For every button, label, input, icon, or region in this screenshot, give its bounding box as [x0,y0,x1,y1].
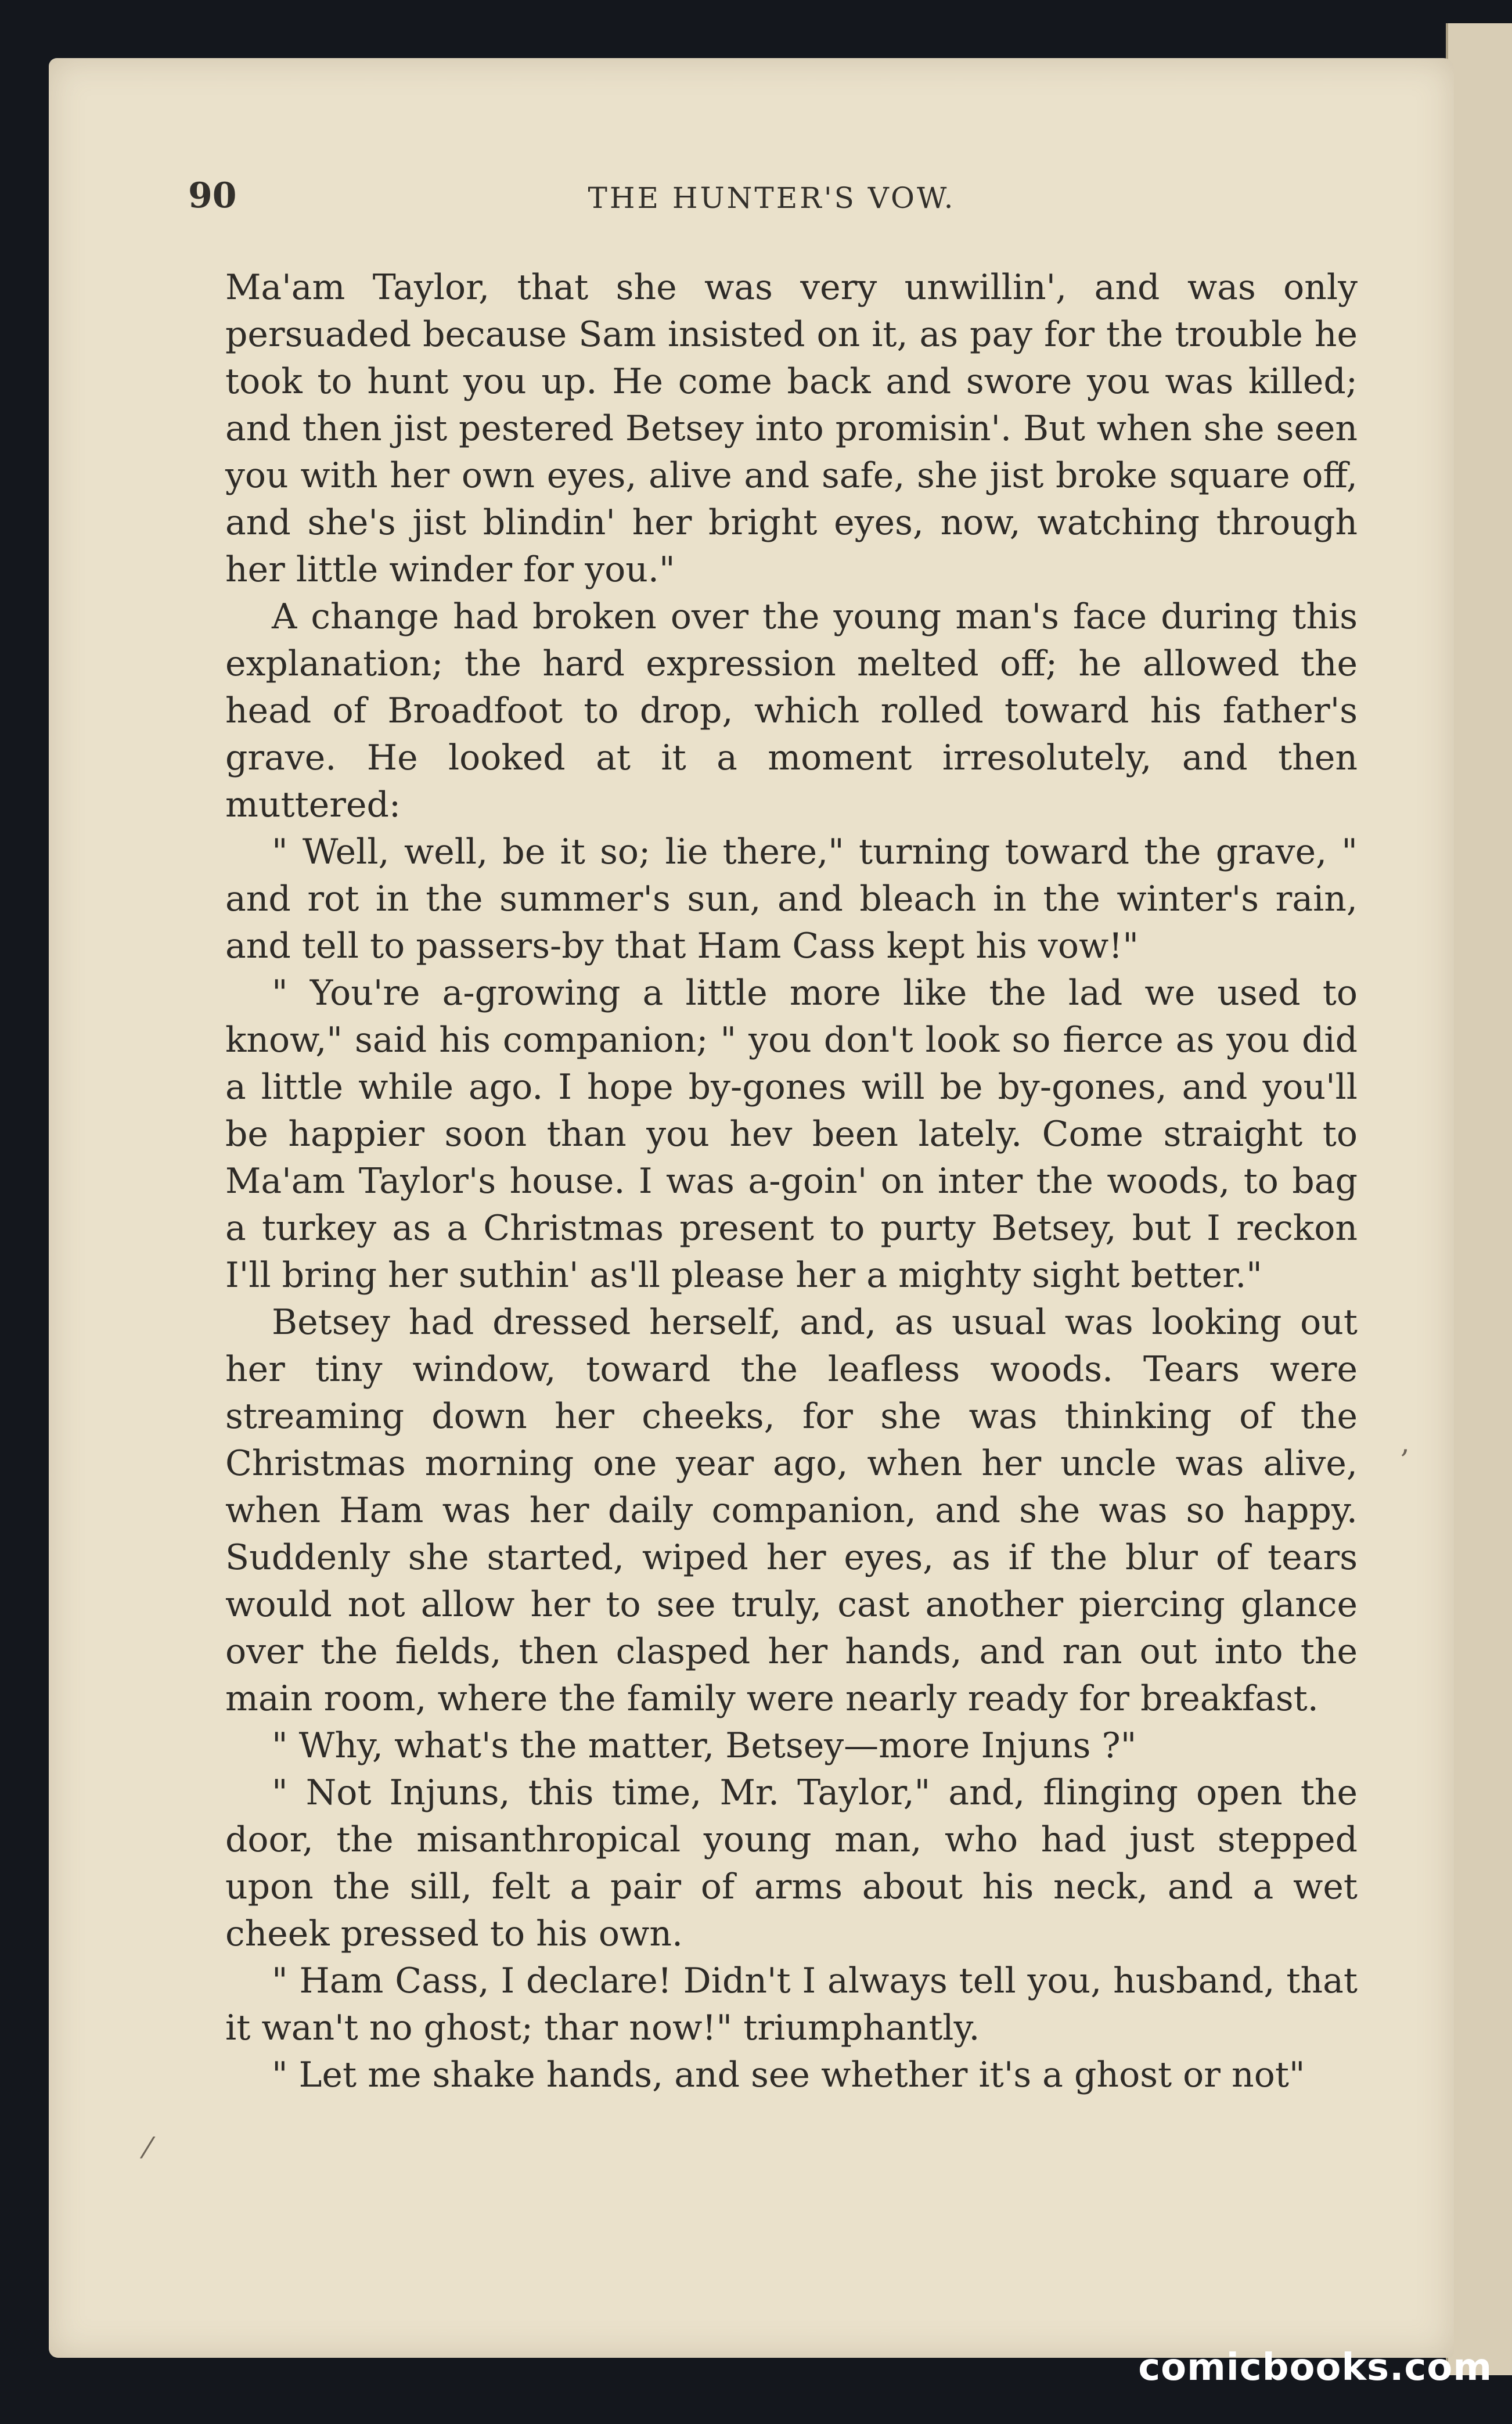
paragraph: " You're a-growing a little more like the lad we used to know," said his companion; " you don't look so fierce as you did a little while ago. I hope by-gones will be by-gones, and you'll be happier soon than you hev been lately. Come straight to Ma'am Taylor's house. I was a-goin' on inter the woods, to bag a turkey as a Christmas present to purty Betsey, but I reckon I'll bring her suthin' as'll please her a mighty sight better." [225,973,1358,1296]
running-head: THE HUNTER'S VOW. [588,181,956,215]
paragraph: " Why, what's the matter, Betsey—more Injuns ?" [272,1725,1137,1766]
body-text [225,264,1358,2099]
paragraph: Betsey had dressed herself, and, as usual was looking out her tiny window, toward the leafless woods. Tears were streaming down her cheeks, for she was thinking of the Christmas morning one year ago, when her uncle was alive, when Ham was her daily companion, and she was so happy. Suddenly she started, wiped her eyes, as if the blur of tears would not allow her to see truly, cast another piercing glance over the fields, then clasped her hands, and ran out into the main room, where the family were nearly ready for breakfast. [225,1302,1358,1719]
paragraph: " Ham Cass, I declare! Didn't I always tell you, husband, that it wan't no ghost; thar now!" triumphantly. [225,1961,1358,2048]
paragraph: " Let me shake hands, and see whether it's a ghost or not" [272,2055,1305,2095]
page-number: 90 [188,175,237,216]
paragraph: Ma'am Taylor, that she was very unwillin', and was only persuaded because Sam insisted on it, as pay for the trouble he took to hunt you up. He come back and swore you was killed; and then jist pestered Betsey into promisin'. But when she seen you with her own eyes, alive and safe, she jist broke square off, and she's jist blindin' her bright eyes, now, watching through her little winder for you." [225,267,1358,590]
adjacent-page-edge [1446,23,1512,2375]
paragraph: " Well, well, be it so; lie there," turning toward the grave, " and rot in the summer's sun, and bleach in the winter's rain, and tell to passers-by that Ham Cass kept his vow!" [225,832,1358,966]
watermark: comicbooks.com [1138,2346,1492,2389]
pencil-mark-icon: ⁄ [145,2131,150,2165]
page-header [188,175,1355,228]
paragraph: " Not Injuns, this time, Mr. Taylor," and, flinging open the door, the misanthropical young man, who had just stepped upon the sill, felt a pair of arms about his neck, and a wet cheek pressed to his own. [225,1772,1358,1954]
paragraph: A change had broken over the young man's face during this explanation; the hard expression melted off; he allowed the head of Broadfoot to drop, which rolled toward his father's grave. He looked at it a moment irresolutely, and then muttered: [225,596,1358,825]
pencil-mark-icon: , [1401,1426,1410,1459]
